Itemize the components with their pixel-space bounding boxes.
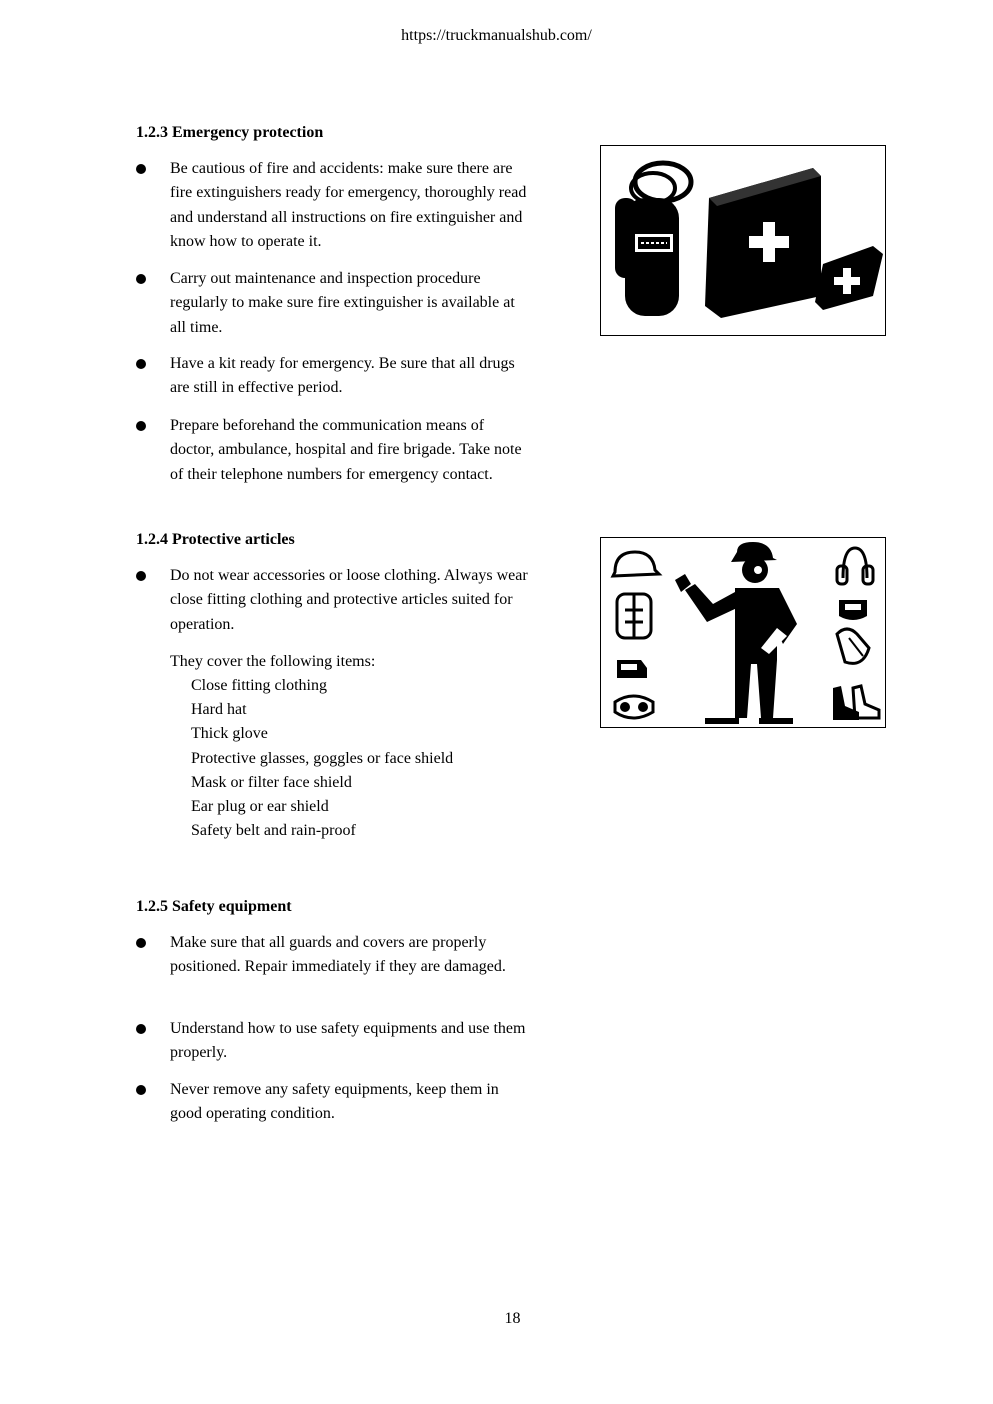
- bullet-item: [136, 564, 556, 637]
- protective-articles-illustration: [600, 537, 886, 728]
- bullet-item: [136, 157, 556, 254]
- bullet-dot-icon: [136, 1085, 146, 1095]
- bullet-text: Be cautious of fire and accidents: make sure there are fire extinguishers ready for emergency, thoroughly read and understand all instructions on fire extinguisher and know how to operate it.: [170, 160, 527, 250]
- fire-extinguisher-first-aid-icon: [601, 146, 885, 335]
- bullet-item: [136, 352, 556, 401]
- bullet-text: Understand how to use safety equipments and use them properly.: [170, 1020, 526, 1062]
- protective-items-list: [191, 674, 453, 843]
- bullet-text: Do not wear accessories or loose clothing. Always wear close fitting clothing and protective articles suited for operation.: [170, 567, 528, 633]
- bullet-text: Make sure that all guards and covers are properly positioned. Repair immediately if they are damaged.: [170, 934, 506, 976]
- items-intro: They cover the following items:: [170, 653, 376, 670]
- list-item: Protective glasses, goggles or face shield: [191, 749, 454, 767]
- heading-emergency-protection: 1.2.3 Emergency protection: [136, 124, 324, 141]
- protective-worker-icon: [601, 538, 885, 727]
- header-url: https://truckmanualshub.com/: [401, 27, 592, 44]
- list-item: Safety belt and rain-proof: [191, 822, 356, 840]
- page-number: 18: [504, 1310, 521, 1327]
- bullet-text: Carry out maintenance and inspection procedure regularly to make sure fire extinguisher is available at all time.: [170, 270, 515, 336]
- bullet-text: Prepare beforehand the communication means of doctor, ambulance, hospital and fire brigade. Take note of their telephone numbers for emergency contact.: [170, 417, 522, 483]
- bullet-dot-icon: [136, 274, 146, 284]
- bullet-item: [136, 931, 556, 980]
- bullet-item: [136, 267, 556, 340]
- list-item: Hard hat: [191, 701, 247, 719]
- bullet-item: [136, 1017, 556, 1066]
- emergency-equipment-illustration: [600, 145, 886, 336]
- bullet-dot-icon: [136, 359, 146, 369]
- list-item: Mask or filter face shield: [191, 773, 352, 791]
- heading-safety-equipment: 1.2.5 Safety equipment: [136, 898, 292, 915]
- bullet-item: [136, 1078, 556, 1127]
- bullet-text: Never remove any safety equipments, keep them in good operating condition.: [170, 1081, 499, 1123]
- heading-protective-articles: 1.2.4 Protective articles: [136, 531, 295, 548]
- list-item: Thick glove: [191, 725, 268, 743]
- bullet-dot-icon: [136, 571, 146, 581]
- bullet-item: [136, 414, 556, 487]
- bullet-dot-icon: [136, 1024, 146, 1034]
- list-item: Close fitting clothing: [191, 677, 327, 694]
- bullet-dot-icon: [136, 421, 146, 431]
- bullet-dot-icon: [136, 938, 146, 948]
- bullet-text: Have a kit ready for emergency. Be sure that all drugs are still in effective period.: [170, 355, 515, 397]
- list-item: Ear plug or ear shield: [191, 798, 329, 816]
- bullet-dot-icon: [136, 164, 146, 174]
